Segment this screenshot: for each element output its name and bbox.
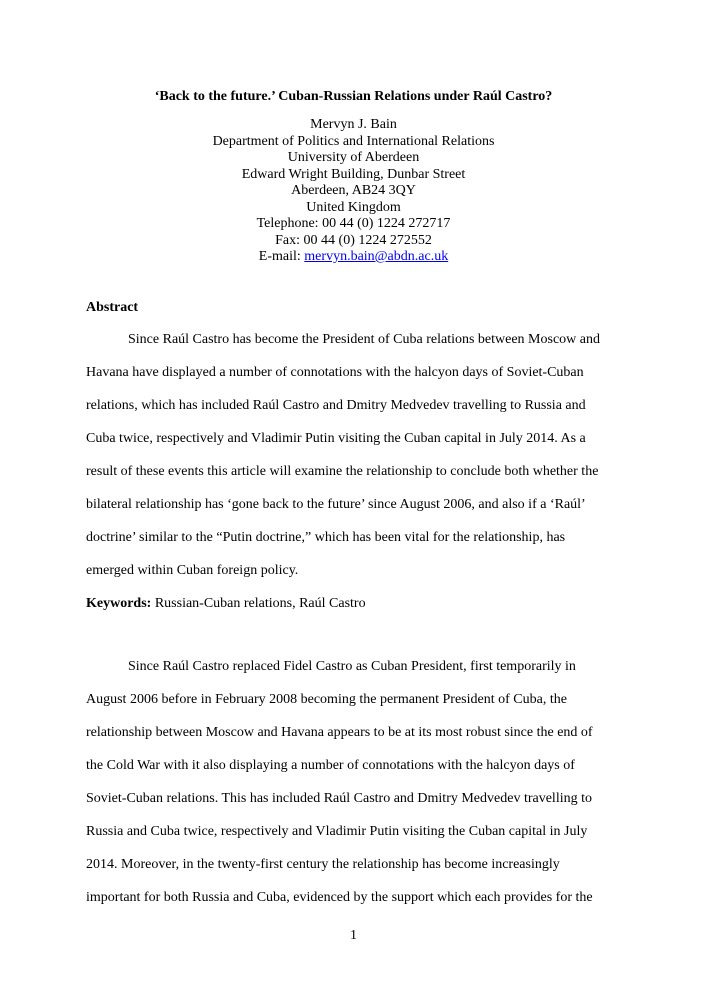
author-block [0, 117, 707, 266]
author-telephone: Telephone: 00 44 (0) 1224 272717 [256, 216, 451, 231]
author-university: University of Aberdeen [287, 150, 420, 165]
author-city: Aberdeen, AB24 3QY [291, 183, 416, 198]
abstract-line: doctrine’ similar to the “Putin doctrine,” which has been vital for the relationship, has [86, 530, 566, 545]
abstract-line: Havana have displayed a number of connotations with the halcyon days of Soviet-Cuban [86, 365, 584, 380]
abstract-line: bilateral relationship has ‘gone back to the future’ since August 2006, and also if a ‘Raúl’ [86, 497, 586, 512]
body-line: 2014. Moreover, in the twenty-first century the relationship has become increasingly [86, 857, 560, 872]
body-line: Since Raúl Castro replaced Fidel Castro as Cuban President, first temporarily in [128, 659, 576, 674]
author-fax: Fax: 00 44 (0) 1224 272552 [275, 232, 432, 248]
paper-title: ‘Back to the future.’ Cuban-Russian Relations under Raúl Castro? [154, 89, 553, 104]
body-line: August 2006 before in February 2008 becoming the permanent President of Cuba, the [86, 692, 567, 707]
abstract-line: Since Raúl Castro has become the President of Cuba relations between Moscow and [128, 332, 600, 347]
author-country: United Kingdom [306, 199, 401, 215]
abstract-heading: Abstract [86, 300, 139, 315]
author-email-line [0, 249, 707, 266]
abstract-line: result of these events this article will examine the relationship to conclude both whether the [86, 464, 599, 479]
author-building: Edward Wright Building, Dunbar Street [241, 166, 466, 182]
keywords-label: Keywords: [86, 596, 152, 611]
abstract-line: relations, which has included Raúl Castro and Dmitry Medvedev travelling to Russia and [86, 398, 586, 413]
email-label: E-mail: [258, 249, 305, 264]
body-line: relationship between Moscow and Havana appears to be at its most robust since the end of [86, 725, 593, 740]
keywords-text: Russian-Cuban relations, Raúl Castro [151, 596, 366, 611]
body-line: the Cold War with it also displaying a number of connotations with the halcyon days of [86, 758, 575, 773]
keywords-line [86, 595, 366, 612]
author-name: Mervyn J. Bain [310, 117, 397, 132]
author-department: Department of Politics and International Relations [212, 133, 495, 149]
body-line: Russia and Cuba twice, respectively and Vladimir Putin visiting the Cuban capital in July [86, 824, 588, 839]
body-line: Soviet-Cuban relations. This has included Raúl Castro and Dmitry Medvedev travelling to [86, 791, 592, 806]
email-link[interactable]: mervyn.bain@abdn.ac.uk [304, 249, 449, 264]
abstract-line: emerged within Cuban foreign policy. [86, 563, 299, 578]
page-number: 1 [350, 928, 357, 943]
body-line: important for both Russia and Cuba, evidenced by the support which each provides for the [86, 890, 593, 905]
abstract-line: Cuba twice, respectively and Vladimir Putin visiting the Cuban capital in July 2014. As a [86, 431, 586, 446]
